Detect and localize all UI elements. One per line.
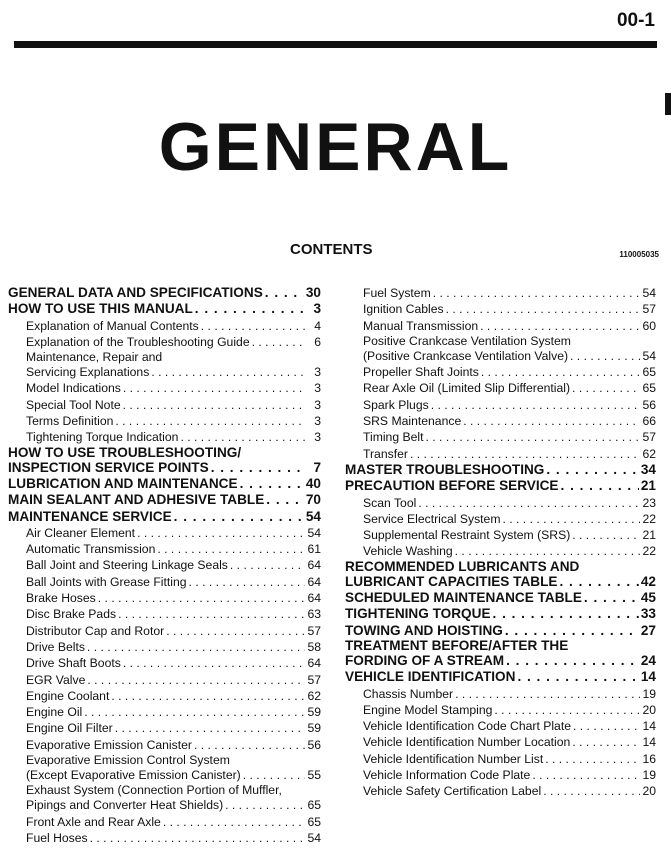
toc-entry-page: 54: [305, 508, 321, 524]
toc-entry-page: 64: [307, 656, 321, 671]
toc-entry[interactable]: [345, 734, 656, 750]
toc-entry[interactable]: [8, 720, 321, 736]
dot-leader: [252, 334, 305, 350]
dot-leader: [572, 527, 640, 543]
toc-entry[interactable]: [8, 783, 321, 813]
toc-entry[interactable]: [8, 688, 321, 704]
toc-entry-title: (Except Evaporative Emission Canister): [26, 768, 241, 783]
dot-leader: [230, 557, 305, 573]
toc-entry-page: 7: [313, 459, 321, 475]
toc-entry[interactable]: [8, 334, 321, 350]
toc-entry[interactable]: [8, 285, 321, 301]
toc-entry-title: TIGHTENING TORQUE: [345, 606, 491, 622]
toc-entry-title: LUBRICATION AND MAINTENANCE: [8, 475, 238, 491]
dot-leader: [225, 797, 305, 813]
toc-entry-title: Transfer: [363, 446, 408, 461]
toc-entry-page: 56: [307, 737, 321, 752]
toc-entry-page: 65: [307, 798, 321, 813]
toc-entry-page: 21: [642, 528, 656, 543]
toc-entry-page: 57: [642, 302, 656, 317]
toc-entry[interactable]: [345, 606, 656, 622]
toc-entry-page: 3: [313, 301, 321, 317]
toc-entry-title: Drive Shaft Boots: [26, 656, 121, 671]
dot-leader: [559, 574, 638, 590]
toc-entry-title: Automatic Transmission: [26, 542, 156, 557]
toc-entry-page: 70: [305, 492, 321, 508]
toc-entry-page: 24: [640, 652, 656, 668]
toc-entry-title: Vehicle Information Code Plate: [363, 768, 531, 783]
toc-entry[interactable]: [8, 413, 321, 429]
toc-entry-title-line: HOW TO USE TROUBLESHOOTING/: [8, 444, 242, 460]
dot-leader: [463, 413, 640, 429]
toc-entry-title-line: Positive Crankcase Ventilation System: [363, 333, 571, 348]
toc-entry[interactable]: [8, 492, 321, 508]
toc-entry-title: INSPECTION SERVICE POINTS: [8, 459, 209, 475]
toc-entry-page: 23: [642, 495, 656, 510]
toc-entry-page: 30: [305, 285, 321, 300]
toc-entry[interactable]: [8, 672, 321, 688]
toc-entry[interactable]: [345, 560, 656, 590]
toc-entry-title: Manual Transmission: [363, 318, 479, 333]
toc-entry[interactable]: [345, 413, 656, 429]
toc-entry-title: MASTER TROUBLESHOOTING: [345, 461, 545, 477]
dot-leader: [137, 525, 305, 541]
toc-entry-page: 14: [642, 719, 656, 734]
dot-leader: [90, 830, 305, 846]
dot-leader: [157, 541, 305, 557]
toc-entry-page: 20: [642, 702, 656, 717]
toc-entry-page: 19: [642, 686, 656, 701]
toc-entry-title: MAINTENANCE SERVICE: [8, 508, 172, 524]
dot-leader: [517, 669, 638, 685]
toc-entry-page: 20: [642, 784, 656, 799]
dot-leader: [573, 718, 640, 734]
dot-leader: [532, 767, 640, 783]
dot-leader: [195, 301, 305, 317]
toc-entry-page: 40: [305, 475, 321, 491]
toc-entry[interactable]: [345, 686, 656, 702]
dot-leader: [123, 655, 305, 671]
toc-entry[interactable]: [8, 380, 321, 396]
toc-entry[interactable]: [8, 753, 321, 783]
toc-entry[interactable]: [345, 669, 656, 685]
dot-leader: [180, 429, 305, 445]
toc-entry-page: 54: [307, 525, 321, 540]
dot-leader: [194, 737, 305, 753]
toc-entry-title-line: TREATMENT BEFORE/AFTER THE: [345, 637, 569, 653]
toc-entry-title: Ball Joint and Steering Linkage Seals: [26, 558, 228, 573]
dot-leader: [266, 492, 304, 508]
toc-entry[interactable]: [345, 767, 656, 783]
toc-entry-title: Evaporative Emission Canister: [26, 737, 192, 752]
toc-entry-title: PRECAUTION BEFORE SERVICE: [345, 478, 559, 494]
toc-entry-title: Special Tool Note: [26, 397, 121, 412]
toc-entry[interactable]: [8, 541, 321, 557]
toc-entry-page: 22: [642, 544, 656, 559]
toc-entry-page: 55: [307, 768, 321, 783]
dot-leader: [455, 686, 640, 702]
dot-leader: [505, 623, 639, 639]
dot-leader: [87, 639, 305, 655]
toc-entry[interactable]: [345, 527, 656, 543]
toc-entry-page: 33: [640, 606, 656, 622]
toc-entry-page: 62: [307, 688, 321, 703]
dot-leader: [572, 380, 640, 396]
toc-entry-title: Explanation of Manual Contents: [26, 318, 199, 333]
dot-leader: [111, 688, 305, 704]
dot-leader: [480, 318, 640, 334]
header-rule: [14, 41, 657, 48]
toc-entry-page: 64: [307, 591, 321, 606]
toc-entry-title: Engine Model Stamping: [363, 702, 493, 717]
toc-entry[interactable]: [8, 350, 321, 380]
dot-leader: [115, 720, 305, 736]
toc-entry[interactable]: [345, 751, 656, 767]
toc-entry-page: 61: [307, 542, 321, 557]
toc-entry-page: 14: [640, 669, 656, 685]
dot-leader: [431, 397, 640, 413]
toc-entry[interactable]: [345, 446, 656, 462]
page-number: 00-1: [616, 10, 655, 31]
toc-entry[interactable]: [8, 623, 321, 639]
toc-entry-title: Pipings and Converter Heat Shields): [26, 798, 224, 813]
dot-leader: [418, 495, 640, 511]
toc-entry[interactable]: [345, 285, 656, 301]
dot-leader: [166, 623, 305, 639]
toc-entry-page: 65: [307, 814, 321, 829]
dot-leader: [506, 653, 639, 669]
toc-entry-page: 65: [642, 381, 656, 396]
toc-entry-page: 21: [640, 478, 656, 494]
toc-entry[interactable]: [8, 509, 321, 525]
toc-entry-page: 58: [307, 639, 321, 654]
toc-entry-page: 6: [314, 334, 321, 349]
dot-leader: [201, 318, 305, 334]
toc-entry-title-line: Maintenance, Repair and: [26, 350, 163, 365]
toc-entry-title: Drive Belts: [26, 639, 85, 654]
toc-entry-title: LUBRICANT CAPACITIES TABLE: [345, 573, 558, 589]
toc-entry-page: 3: [314, 414, 321, 429]
toc-entry[interactable]: [8, 525, 321, 541]
toc-entry[interactable]: [345, 478, 656, 494]
toc-entry-page: 45: [640, 590, 656, 606]
toc-entry-title: Terms Definition: [26, 414, 114, 429]
toc-entry-page: 4: [314, 318, 321, 333]
toc-entry-page: 16: [642, 751, 656, 766]
toc-entry[interactable]: [345, 511, 656, 527]
toc-entry[interactable]: [8, 318, 321, 334]
toc-entry-title: Supplemental Restraint System (SRS): [363, 528, 571, 543]
toc-entry[interactable]: [345, 462, 656, 478]
toc-entry-title: Engine Coolant: [26, 688, 110, 703]
dot-leader: [426, 429, 640, 445]
dot-leader: [572, 734, 640, 750]
toc-entry[interactable]: [8, 557, 321, 573]
dot-leader: [545, 751, 640, 767]
toc-entry-title-line: Evaporative Emission Control System: [26, 753, 230, 768]
toc-entry[interactable]: [345, 301, 656, 317]
toc-entry-page: 57: [307, 623, 321, 638]
toc-entry[interactable]: [8, 639, 321, 655]
toc-entry-title: Ball Joints with Grease Fitting: [26, 574, 187, 589]
toc-entry[interactable]: [345, 718, 656, 734]
dot-leader: [481, 364, 640, 380]
toc-entry[interactable]: [345, 318, 656, 334]
dot-leader: [151, 364, 305, 380]
toc-entry-page: 3: [314, 381, 321, 396]
toc-entry[interactable]: [345, 429, 656, 445]
toc-entry-page: 64: [307, 574, 321, 589]
dot-leader: [446, 301, 640, 317]
toc-entry-title: Vehicle Washing: [363, 544, 453, 559]
dot-leader: [115, 413, 305, 429]
toc-entry-page: 64: [307, 558, 321, 573]
dot-leader: [211, 460, 305, 476]
toc-entry-title: Chassis Number: [363, 686, 454, 701]
dot-leader: [410, 446, 640, 462]
toc-entry-page: 3: [314, 365, 321, 380]
toc-entry-title: Vehicle Identification Number List: [363, 751, 544, 766]
toc-entry[interactable]: [345, 702, 656, 718]
toc-entry-page: 27: [640, 622, 656, 638]
toc-entry-title: VEHICLE IDENTIFICATION: [345, 669, 516, 685]
toc-entry[interactable]: [345, 495, 656, 511]
toc-entry-page: 54: [307, 830, 321, 845]
dot-leader: [123, 397, 305, 413]
toc-entry-title: Vehicle Identification Number Location: [363, 735, 571, 750]
toc-entry-page: 22: [642, 511, 656, 526]
toc-entry-page: 3: [314, 397, 321, 412]
toc-entry[interactable]: [8, 397, 321, 413]
dot-leader: [87, 672, 305, 688]
contents-heading: CONTENTS: [290, 241, 373, 258]
toc-entry[interactable]: [345, 380, 656, 396]
toc-entry-page: 42: [640, 573, 656, 589]
dot-leader: [493, 606, 639, 622]
toc-entry-page: 62: [642, 446, 656, 461]
toc-entry-title: Spark Plugs: [363, 397, 429, 412]
toc-entry-title: Vehicle Safety Certification Label: [363, 784, 542, 799]
toc-entry[interactable]: [8, 446, 321, 476]
dot-leader: [189, 574, 305, 590]
toc-entry-page: 54: [642, 286, 656, 300]
dot-leader: [174, 509, 304, 525]
toc-entry[interactable]: [8, 704, 321, 720]
toc-entry-page: 65: [642, 365, 656, 380]
toc-entry-title: Tightening Torque Indication: [26, 430, 179, 445]
toc-left-column: [8, 285, 321, 846]
toc-entry-title: (Positive Crankcase Ventilation Valve): [363, 348, 569, 363]
toc-entry-title: TOWING AND HOISTING: [345, 622, 503, 638]
dot-leader: [543, 783, 640, 799]
dot-leader: [123, 380, 305, 396]
toc-entry-title: GENERAL DATA AND SPECIFICATIONS: [8, 285, 263, 300]
toc-entry-title: FORDING OF A STREAM: [345, 652, 505, 668]
toc-entry[interactable]: [8, 590, 321, 606]
toc-entry-page: 54: [642, 348, 656, 363]
toc-entry-title: EGR Valve: [26, 672, 86, 687]
toc-entry-title-line: RECOMMENDED LUBRICANTS AND: [345, 558, 580, 574]
dot-leader: [570, 348, 640, 364]
toc-entry-page: 63: [307, 607, 321, 622]
dot-leader: [561, 478, 639, 494]
figure-code: 110005035: [619, 250, 659, 259]
toc-entry[interactable]: [345, 364, 656, 380]
toc-entry-title: Explanation of the Troubleshooting Guide: [26, 334, 250, 349]
toc-entry-page: 57: [642, 430, 656, 445]
toc-entry[interactable]: [345, 639, 656, 669]
toc-entry-page: 3: [314, 430, 321, 445]
dot-leader: [584, 590, 639, 606]
toc-entry[interactable]: [345, 623, 656, 639]
dot-leader: [84, 704, 305, 720]
dot-leader: [118, 606, 305, 622]
toc-entry-title: SCHEDULED MAINTENANCE TABLE: [345, 590, 582, 606]
toc-right-column: [345, 285, 656, 800]
toc-entry[interactable]: [8, 301, 321, 317]
toc-entry-page: 59: [307, 721, 321, 736]
toc-entry-title: Propeller Shaft Joints: [363, 365, 479, 380]
toc-entry[interactable]: [8, 574, 321, 590]
toc-entry-page: 66: [642, 414, 656, 429]
dot-leader: [240, 476, 304, 492]
dot-leader: [455, 543, 640, 559]
toc-entry-title: Fuel System: [363, 286, 431, 300]
toc-entry-title: HOW TO USE THIS MANUAL: [8, 301, 193, 317]
toc-entry[interactable]: [8, 429, 321, 445]
toc-entry[interactable]: [8, 606, 321, 622]
dot-leader: [494, 702, 640, 718]
dot-leader: [243, 767, 305, 783]
toc-entry-title: Front Axle and Rear Axle: [26, 814, 161, 829]
toc-entry-page: 19: [642, 768, 656, 783]
toc-entry-page: 57: [307, 672, 321, 687]
toc-entry-page: 56: [642, 397, 656, 412]
toc-entry-title: Servicing Explanations: [26, 365, 150, 380]
toc-entry-title: Distributor Cap and Rotor: [26, 623, 165, 638]
toc-entry-page: 34: [640, 461, 656, 477]
toc-entry[interactable]: [8, 476, 321, 492]
toc-entry-title: MAIN SEALANT AND ADHESIVE TABLE: [8, 492, 265, 508]
dot-leader: [433, 285, 640, 301]
toc-entry-title: Service Electrical System: [363, 511, 501, 526]
dot-leader: [265, 285, 304, 301]
toc-entry-page: 60: [642, 318, 656, 333]
toc-entry-title: Air Cleaner Element: [26, 525, 136, 540]
toc-entry[interactable]: [8, 814, 321, 830]
toc-entry-title: Brake Hoses: [26, 591, 96, 606]
dot-leader: [163, 814, 305, 830]
toc-entry[interactable]: [345, 590, 656, 606]
toc-entry[interactable]: [8, 655, 321, 671]
toc-entry-title-line: Exhaust System (Connection Portion of Muffler,: [26, 783, 282, 798]
dot-leader: [502, 511, 640, 527]
toc-entry-title: Disc Brake Pads: [26, 607, 117, 622]
toc-entry-title: Vehicle Identification Code Chart Plate: [363, 719, 571, 734]
toc-entry-title: Fuel Hoses: [26, 830, 88, 845]
dot-leader: [546, 462, 639, 478]
toc-entry-title: Timing Belt: [363, 430, 424, 445]
toc-entry-title: SRS Maintenance: [363, 414, 462, 429]
dot-leader: [98, 590, 305, 606]
toc-entry-title: Engine Oil Filter: [26, 721, 113, 736]
toc-entry-title: Model Indications: [26, 381, 121, 396]
toc-entry-title: Scan Tool: [363, 495, 417, 510]
toc-entry-title: Rear Axle Oil (Limited Slip Differential): [363, 381, 571, 396]
toc-entry[interactable]: [345, 543, 656, 559]
toc-entry-page: 14: [642, 735, 656, 750]
toc-entry[interactable]: [345, 783, 656, 799]
toc-entry-page: 59: [307, 705, 321, 720]
toc-entry-title: Ignition Cables: [363, 302, 444, 317]
section-title: GENERAL: [158, 109, 513, 185]
toc-entry[interactable]: [345, 334, 656, 364]
toc-entry-title: Engine Oil: [26, 705, 83, 720]
toc-entry[interactable]: [345, 397, 656, 413]
toc-entry[interactable]: [8, 830, 321, 846]
toc-entry[interactable]: [8, 737, 321, 753]
